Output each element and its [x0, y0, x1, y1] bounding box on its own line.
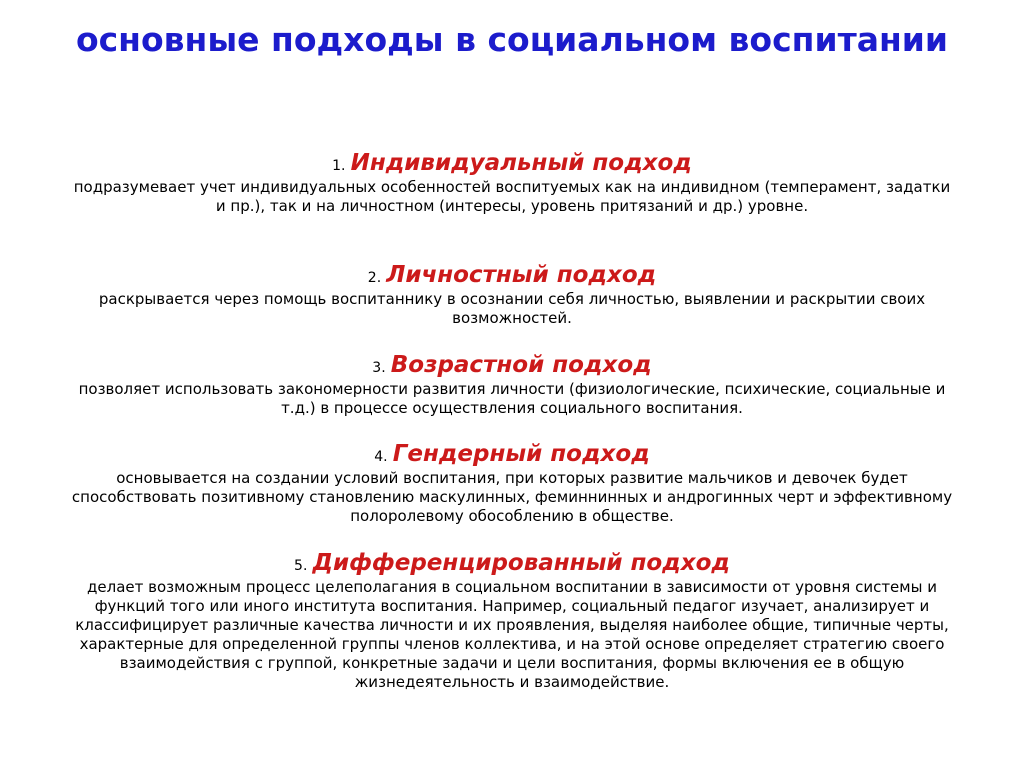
approach-heading — [0, 352, 1024, 378]
approach-name: Дифференцированный подход — [312, 550, 730, 576]
approach-description: делает возможным процесс целеполагания в социальном воспитании в зависимости от уровня системы и функций того или иного института воспитания. Например, социальный педагог изучает, анализирует и классифицирует различные качества личности и их проявления, выделяя наиболее общие, типичные черты, характерные для определенной группы членов коллектива, и на этой основе определяет стратегию своего взаимодействия с группой, конкретные задачи и цели воспитания, формы включения ее в общую жизнедеятельность и взаимодействие. — [75, 578, 949, 691]
approach-name: Индивидуальный подход — [350, 150, 692, 176]
approach-item-personal — [0, 262, 1024, 328]
approach-number: 5. — [294, 558, 308, 574]
approach-heading — [0, 150, 1024, 176]
approach-item-gender — [0, 441, 1024, 526]
approach-number: 3. — [372, 360, 386, 376]
approach-name: Личностный подход — [386, 262, 657, 288]
approach-number: 2. — [367, 270, 382, 286]
approach-item-individual — [0, 150, 1024, 216]
approach-number: 4. — [374, 449, 388, 465]
approach-number: 1. — [332, 158, 346, 174]
approach-description: основывается на создании условий воспитания, при которых развитие мальчиков и девочек будет способствовать позитивному становлению маскулинных, феминнинных и андрогинных черт и эффективному полоролевому обособлению в обществе. — [71, 469, 953, 525]
slide-title: основные подходы в социальном воспитании — [75, 20, 949, 59]
approach-heading — [0, 550, 1024, 576]
approach-name: Возрастной подход — [390, 352, 652, 378]
approach-heading — [0, 441, 1024, 467]
approach-description: подразумевает учет индивидуальных особенностей воспитуемых как на индивидном (темперамент, задатки и пр.), так и на личностном (интересы, уровень притязаний и др.) уровне. — [73, 178, 951, 215]
approach-description: раскрывается через помощь воспитаннику в осознании себя личностью, выявлении и раскрытии своих возможностей. — [98, 290, 926, 327]
approach-name: Гендерный подход — [392, 441, 650, 467]
approach-description: позволяет использовать закономерности развития личности (физиологические, психические, социальные и т.д.) в процессе осуществления социального воспитания. — [78, 380, 946, 417]
approach-item-differentiated — [0, 550, 1024, 692]
approach-item-age — [0, 352, 1024, 418]
approach-heading — [0, 262, 1024, 288]
